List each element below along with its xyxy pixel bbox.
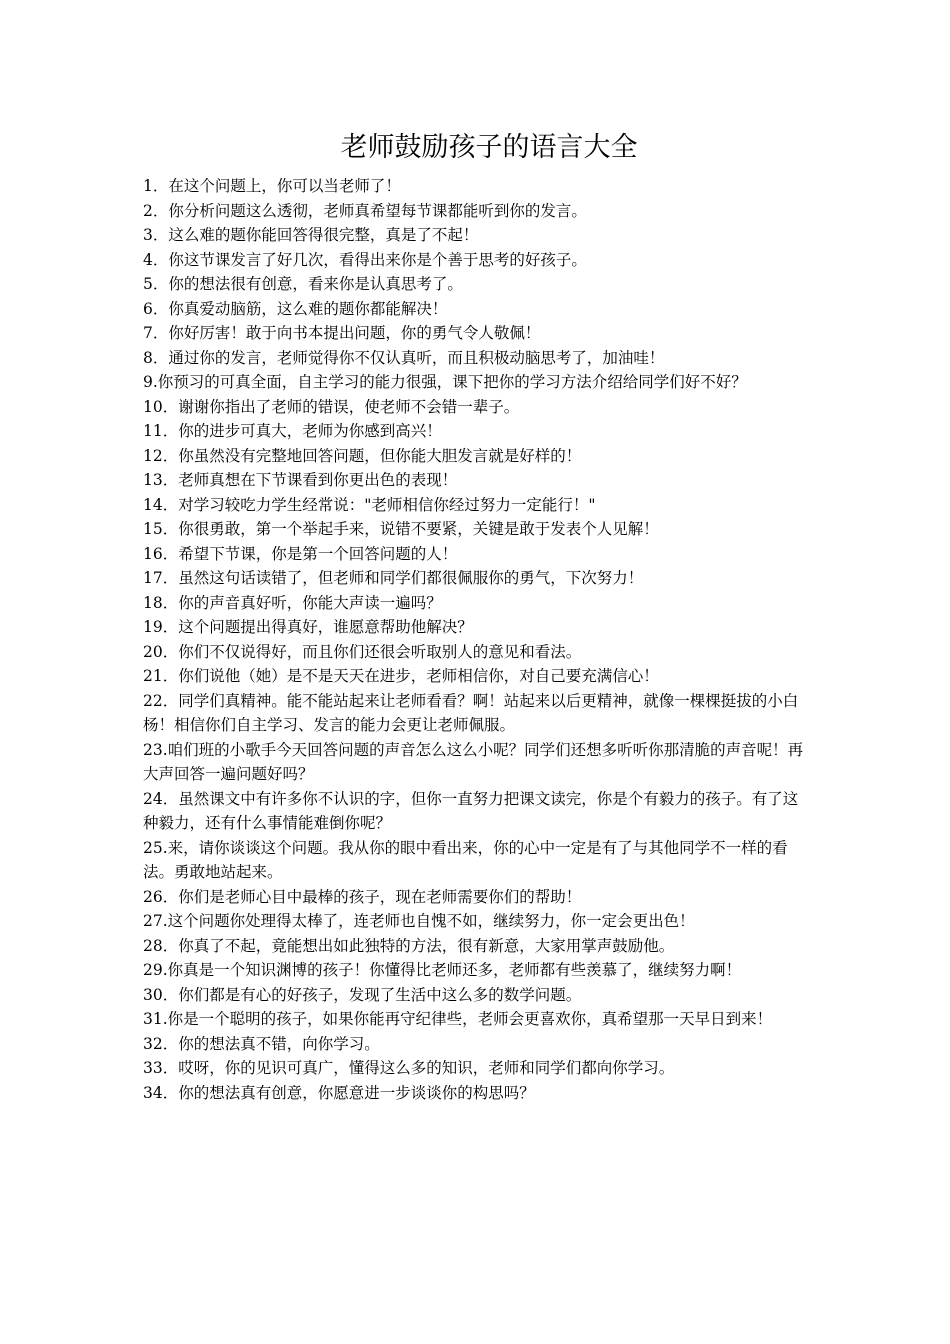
list-item: 5．你的想法很有创意，看来你是认真思考了。 bbox=[143, 275, 463, 293]
list-item: 32．你的想法真不错，向你学习。 bbox=[143, 1034, 380, 1053]
list-item: 8．通过你的发言，老师觉得你不仅认真听，而且积极动脑思考了，加油哇！ bbox=[143, 348, 665, 367]
list-item: 13．老师真想在下节课看到你更出色的表现！ bbox=[143, 471, 458, 489]
list-item: 3．这么难的题你能回答得很完整，真是了不起！ bbox=[143, 226, 479, 244]
list-item: 29.你真是一个知识渊博的孩子！你懂得比老师还多，老师都有些羡慕了，继续努力啊！ bbox=[143, 961, 742, 979]
list-item: 9.你预习的可真全面，自主学习的能力很强，课下把你的学习方法介绍给同学们好不好？ bbox=[143, 373, 747, 391]
list-item: 11．你的进步可真大，老师为你感到高兴！ bbox=[143, 422, 442, 440]
list-item: 6．你真爱动脑筋，这么难的题你都能解决！ bbox=[143, 299, 448, 318]
list-item: 33．哎呀，你的见识可真广，懂得这么多的知识，老师和同学们都向你学习。 bbox=[143, 1059, 675, 1077]
list-item: 17．虽然这句话读错了，但老师和同学们都很佩服你的勇气，下次努力！ bbox=[143, 569, 644, 587]
list-item: 20．你们不仅说得好，而且你们还很会听取别人的意见和看法。 bbox=[143, 642, 582, 661]
list-item: 18．你的声音真好听，你能大声读一遍吗？ bbox=[143, 593, 442, 612]
list-item: 22．同学们真精神。能不能站起来让老师看看？啊！站起来以后更精神，就像一棵棵挺拔的小白杨！相信你们自主学习、发言的能力会更让老师佩服。 bbox=[143, 691, 799, 734]
list-item: 12．你虽然没有完整地回答问题，但你能大胆发言就是好样的！ bbox=[143, 446, 582, 465]
list-item: 19．这个问题提出得真好，谁愿意帮助他解决？ bbox=[143, 618, 473, 636]
list-item: 25.来，请你谈谈这个问题。我从你的眼中看出来，你的心中一定是有了与其他同学不一样的看法。勇敢地站起来。 bbox=[143, 838, 788, 881]
list-item: 14．对学习较吃力学生经常说："老师相信你经过努力一定能行！" bbox=[143, 495, 596, 514]
encouragement-list bbox=[143, 174, 813, 1105]
list-item: 10．谢谢你指出了老师的错误，使老师不会错一辈子。 bbox=[143, 397, 520, 416]
list-item: 16．希望下节课，你是第一个回答问题的人！ bbox=[143, 544, 458, 563]
list-item: 4．你这节课发言了好几次，看得出来你是个善于思考的好孩子。 bbox=[143, 250, 587, 269]
list-item: 31.你是一个聪明的孩子，如果你能再守纪律些，老师会更喜欢你，真希望那一天早日到来！ bbox=[143, 1010, 773, 1028]
list-item: 26．你们是老师心目中最棒的孩子，现在老师需要你们的帮助！ bbox=[143, 887, 582, 906]
list-item: 2．你分析问题这么透彻，老师真希望每节课都能听到你的发言。 bbox=[143, 201, 587, 220]
list-item: 23.咱们班的小歌手今天回答问题的声音怎么这么小呢？同学们还想多听听你那清脆的声音呢！再大声回答一遍问题好吗？ bbox=[143, 740, 804, 783]
list-item: 30．你们都是有心的好孩子，发现了生活中这么多的数学问题。 bbox=[143, 985, 582, 1004]
list-item: 7．你好厉害！敢于向书本提出问题，你的勇气令人敬佩！ bbox=[143, 324, 541, 342]
list-item: 34．你的想法真有创意，你愿意进一步谈谈你的构思吗？ bbox=[143, 1083, 535, 1102]
list-item: 27.这个问题你处理得太棒了，连老师也自愧不如，继续努力，你一定会更出色！ bbox=[143, 912, 695, 930]
list-item: 21．你们说他（她）是不是天天在进步，老师相信你，对自己要充满信心！ bbox=[143, 667, 659, 685]
list-item: 24．虽然课文中有许多你不认识的字，但你一直努力把课文读完，你是个有毅力的孩子。有了这种毅力，还有什么事情能难倒你呢？ bbox=[143, 789, 799, 832]
list-item: 1．在这个问题上，你可以当老师了！ bbox=[143, 177, 401, 195]
page-title: 老师鼓励孩子的语言大全 bbox=[340, 132, 638, 163]
list-item: 15．你很勇敢，第一个举起手来，说错不要紧，关键是敢于发表个人见解！ bbox=[143, 520, 659, 538]
list-item: 28．你真了不起，竟能想出如此独特的方法，很有新意，大家用掌声鼓励他。 bbox=[143, 936, 675, 955]
